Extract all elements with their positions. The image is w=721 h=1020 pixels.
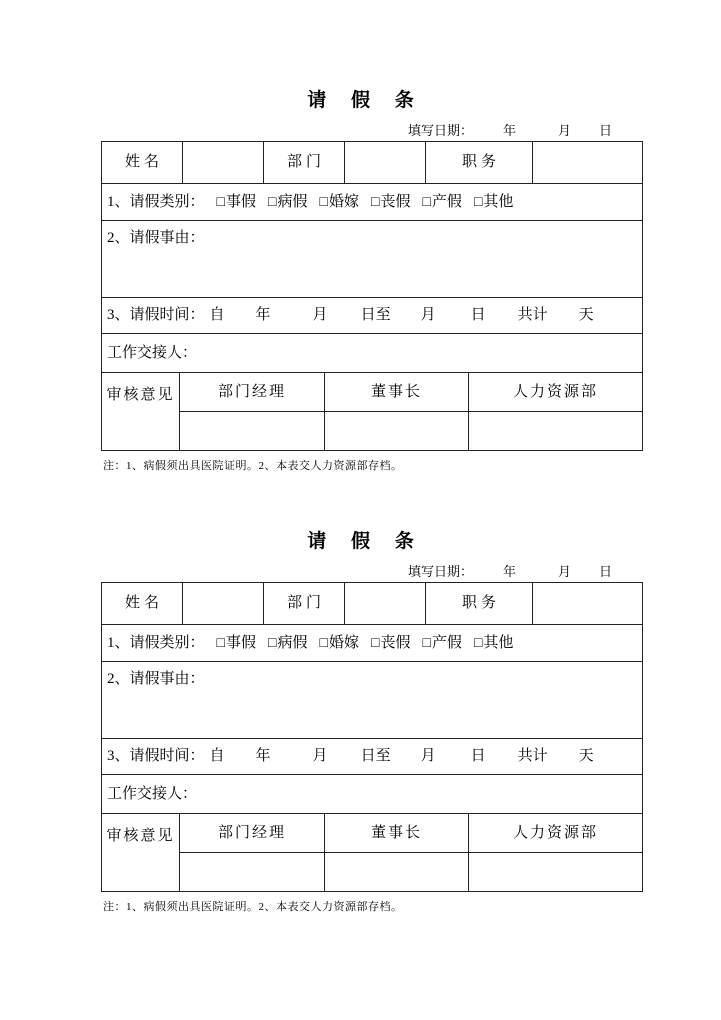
time-day2-label: 日 [470, 307, 486, 323]
name-value-cell[interactable] [183, 583, 264, 624]
leave-time-row [102, 298, 642, 334]
leave-type-option-maternity[interactable] [422, 194, 461, 210]
date-month-label: 月 [557, 564, 571, 579]
hr-dept-label: 人力资源部 [512, 825, 598, 841]
leave-reason-row [102, 221, 642, 298]
form-table [101, 582, 643, 892]
option-label: 婚嫁 [328, 194, 359, 210]
dept-manager-label: 部门经理 [180, 814, 325, 852]
review-section [102, 373, 642, 450]
leave-type-option-bereavement[interactable] [371, 635, 410, 651]
chairman-sign-cell[interactable] [325, 412, 469, 450]
leave-type-option-personal[interactable] [217, 194, 256, 210]
time-from-label: 自 [209, 748, 225, 764]
hr-sign-cell[interactable] [469, 412, 642, 450]
fill-date-line[interactable] [101, 121, 643, 141]
checkbox-icon: □ [319, 636, 328, 651]
hr-dept-label: 人力资源部 [512, 384, 598, 400]
checkbox-icon: □ [370, 636, 380, 651]
department-value-cell[interactable] [345, 142, 426, 183]
handover-row [102, 775, 642, 814]
chairman-label: 董事长 [325, 814, 469, 852]
form-table [101, 141, 643, 451]
time-month-label: 月 [312, 307, 328, 323]
date-day-label: 日 [598, 564, 612, 579]
time-day-to-label: 日至 [360, 748, 391, 764]
checkbox-icon: □ [319, 195, 328, 210]
handover-cell[interactable] [102, 775, 642, 813]
review-label: 审核意见 [102, 373, 180, 450]
leave-type-option-maternity[interactable] [422, 635, 461, 651]
fill-date-line[interactable] [101, 562, 643, 582]
leave-type-option-other[interactable] [474, 194, 513, 210]
leave-type-row [102, 184, 642, 221]
time-year-label: 年 [255, 748, 271, 764]
option-label: 产假 [431, 635, 462, 651]
leave-reason-row [102, 662, 642, 739]
review-header-row [180, 373, 642, 412]
department-label: 部门 [264, 142, 345, 183]
option-label: 其他 [483, 635, 514, 651]
date-year-label: 年 [502, 123, 516, 138]
option-label: 事假 [225, 194, 256, 210]
leave-type-option-marriage[interactable] [319, 635, 358, 651]
identity-row [102, 583, 642, 625]
department-value-cell[interactable] [345, 583, 426, 624]
checkbox-icon: □ [473, 195, 483, 210]
time-month2-label: 月 [420, 307, 436, 323]
checkbox-icon: □ [422, 636, 431, 651]
name-label: 姓名 [102, 583, 183, 624]
checkbox-icon: □ [422, 195, 431, 210]
dept-manager-sign-cell[interactable] [180, 412, 325, 450]
leave-time-cell[interactable] [102, 739, 642, 774]
department-label: 部门 [264, 583, 345, 624]
checkbox-icon: □ [216, 195, 225, 210]
dept-manager-sign-cell[interactable] [180, 853, 325, 891]
time-month-label: 月 [312, 748, 328, 764]
name-label: 姓名 [102, 142, 183, 183]
chairman-label: 董事长 [325, 373, 469, 411]
name-value-cell[interactable] [183, 142, 264, 183]
review-sign-row [180, 853, 642, 891]
position-label: 职务 [426, 142, 533, 183]
time-days-label: 天 [578, 748, 594, 764]
date-month-label: 月 [557, 123, 571, 138]
form-title: 请 假 条 [307, 531, 415, 552]
checkbox-icon: □ [473, 636, 483, 651]
chairman-sign-cell[interactable] [325, 853, 469, 891]
time-day2-label: 日 [470, 748, 486, 764]
leave-type-option-other[interactable] [474, 635, 513, 651]
option-label: 病假 [277, 635, 308, 651]
date-year-label: 年 [502, 564, 516, 579]
hr-sign-cell[interactable] [469, 853, 642, 891]
date-day-label: 日 [598, 123, 612, 138]
review-grid [180, 373, 642, 450]
time-year-label: 年 [255, 307, 271, 323]
leave-type-option-marriage[interactable] [319, 194, 358, 210]
handover-cell[interactable] [102, 334, 642, 372]
position-label: 职务 [426, 583, 533, 624]
review-section [102, 814, 642, 891]
review-grid [180, 814, 642, 891]
leave-reason-label: 2、请假事由： [107, 230, 205, 246]
leave-form-1 [101, 88, 643, 473]
leave-reason-label: 2、请假事由： [107, 671, 205, 687]
fill-date-label: 填写日期： [407, 123, 473, 138]
leave-type-label: 1、请假类别： [107, 635, 205, 651]
checkbox-icon: □ [216, 636, 225, 651]
leave-time-label: 3、请假时间： [107, 307, 205, 323]
position-value-cell[interactable] [533, 142, 642, 183]
handover-label: 工作交接人： [107, 345, 198, 361]
handover-label: 工作交接人： [107, 786, 198, 802]
time-from-label: 自 [209, 307, 225, 323]
option-label: 病假 [277, 194, 308, 210]
option-label: 丧假 [380, 194, 411, 210]
checkbox-icon: □ [268, 636, 277, 651]
leave-type-cell [102, 184, 642, 220]
handover-row [102, 334, 642, 373]
review-header-row [180, 814, 642, 853]
leave-type-cell [102, 625, 642, 661]
leave-reason-cell[interactable] [102, 662, 642, 738]
dept-manager-label: 部门经理 [180, 373, 325, 411]
review-label: 审核意见 [102, 814, 180, 891]
leave-type-option-sick[interactable] [268, 635, 307, 651]
option-label: 婚嫁 [328, 635, 359, 651]
review-sign-row [180, 412, 642, 450]
leave-time-cell[interactable] [102, 298, 642, 333]
time-days-label: 天 [578, 307, 594, 323]
time-total-label: 共计 [517, 307, 548, 323]
leave-type-option-sick[interactable] [268, 194, 307, 210]
leave-time-label: 3、请假时间： [107, 748, 205, 764]
checkbox-icon: □ [268, 195, 277, 210]
time-month2-label: 月 [420, 748, 436, 764]
identity-row [102, 142, 642, 184]
position-value-cell[interactable] [533, 583, 642, 624]
leave-type-option-bereavement[interactable] [371, 194, 410, 210]
leave-form-2 [101, 529, 643, 914]
leave-type-option-personal[interactable] [217, 635, 256, 651]
leave-time-row [102, 739, 642, 775]
leave-type-row [102, 625, 642, 662]
time-total-label: 共计 [517, 748, 548, 764]
option-label: 其他 [483, 194, 514, 210]
leave-type-label: 1、请假类别： [107, 194, 205, 210]
form-title: 请 假 条 [307, 90, 415, 111]
footnote: 注：1、病假须出具医院证明。2、本表交人力资源部存档。 [103, 901, 403, 913]
option-label: 丧假 [380, 635, 411, 651]
footnote: 注：1、病假须出具医院证明。2、本表交人力资源部存档。 [103, 460, 403, 472]
checkbox-icon: □ [370, 195, 380, 210]
option-label: 产假 [431, 194, 462, 210]
fill-date-label: 填写日期： [407, 564, 473, 579]
time-day-to-label: 日至 [360, 307, 391, 323]
option-label: 事假 [225, 635, 256, 651]
leave-reason-cell[interactable] [102, 221, 642, 297]
